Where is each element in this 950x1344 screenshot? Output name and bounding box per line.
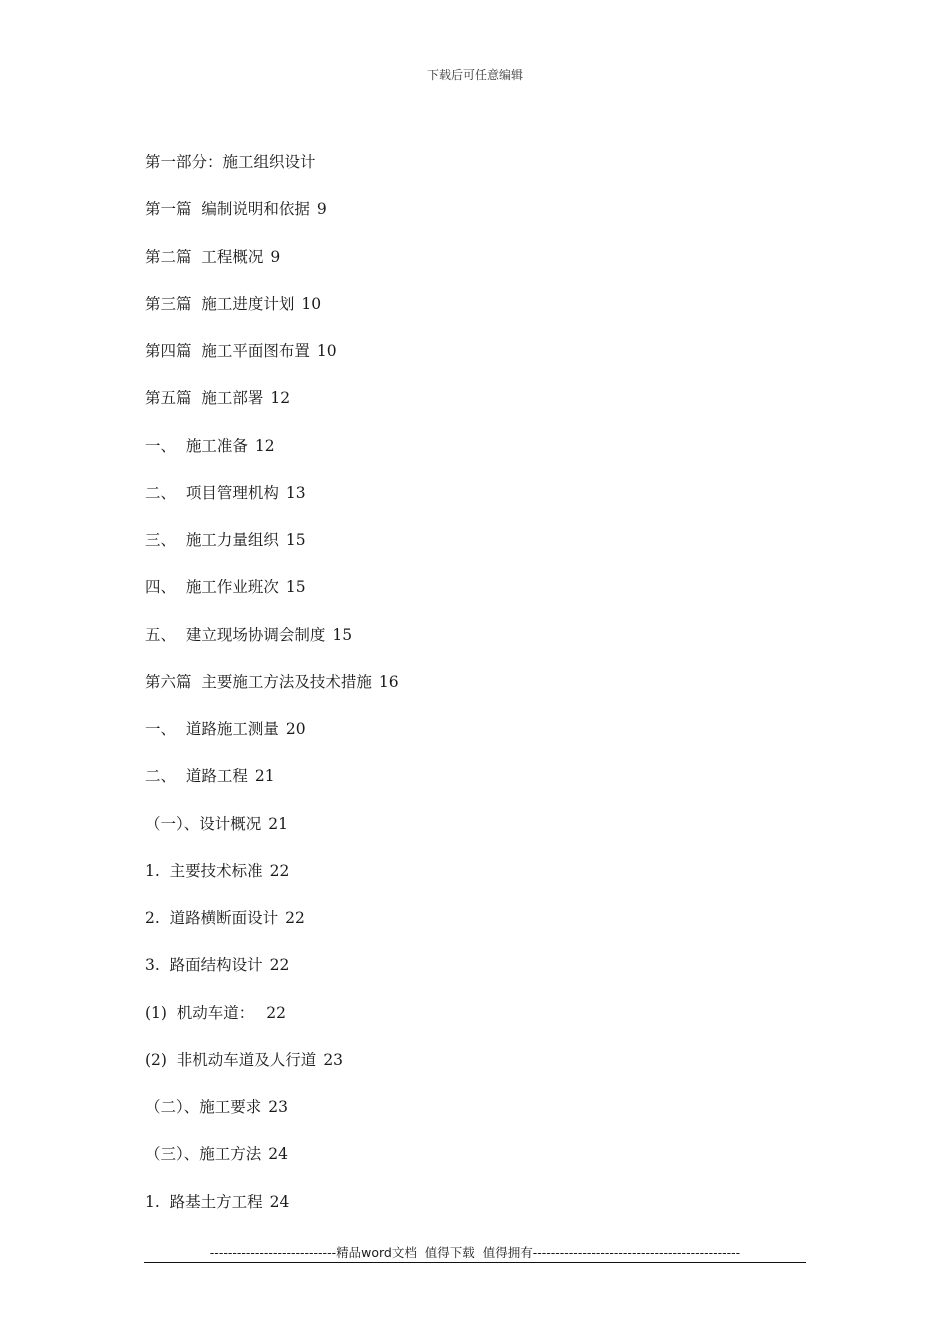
toc-entry-title: 1. 主要技术标准 (145, 861, 263, 880)
toc-entry (145, 624, 805, 671)
toc-entry-page: 22 (269, 861, 290, 880)
toc-entry-title: (2) 非机动车道及人行道 (145, 1050, 317, 1069)
toc-entry-title: 2. 道路横断面设计 (145, 909, 279, 927)
toc-entry (145, 1049, 805, 1096)
toc-entry (145, 907, 805, 954)
toc-entry-title: 3. 路面结构设计 (145, 956, 263, 975)
toc-entry-title: 五、 建立现场协调会制度 (145, 625, 326, 644)
toc-entry (145, 435, 805, 482)
toc-entry (145, 1143, 805, 1190)
toc-entry-title: （三）、施工方法 (145, 1145, 262, 1164)
toc-entry (145, 765, 805, 812)
toc-entry (145, 482, 805, 529)
table-of-contents (145, 151, 805, 1238)
toc-entry-title: 第六篇 主要施工方法及技术措施 (145, 672, 372, 691)
toc-entry-page: 22 (261, 1003, 286, 1022)
toc-entry (145, 954, 805, 1001)
toc-entry-page: 15 (285, 531, 306, 549)
page-footer: ----------------------------精品word文档 值得下载 值得拥有---------------------------------------------- (209, 1245, 741, 1260)
toc-entry-page: 13 (285, 483, 306, 502)
toc-entry (145, 340, 805, 387)
toc-entry-page: 16 (378, 672, 399, 691)
toc-entry (145, 246, 805, 293)
toc-entry (145, 860, 805, 907)
toc-entry-page: 12 (254, 436, 275, 455)
toc-entry-title: 一、 道路施工测量 (145, 720, 279, 738)
toc-entry-title: 第四篇 施工平面图布置 (145, 342, 310, 360)
toc-entry-title: 三、 施工力量组织 (145, 531, 279, 549)
toc-entry (145, 387, 805, 434)
toc-entry-page: 23 (268, 1098, 288, 1116)
toc-entry-title: (1) 机动车道： (145, 1003, 255, 1022)
toc-entry-title: 一、 施工准备 (145, 436, 248, 455)
page-header: 下载后可任意编辑 (426, 68, 523, 82)
toc-entry-page: 21 (268, 814, 288, 833)
toc-entry (145, 1002, 805, 1049)
toc-entry-page: 22 (285, 909, 305, 927)
toc-entry-page: 9 (270, 247, 281, 266)
toc-entry-title: 第一篇 编制说明和依据 (145, 200, 310, 219)
toc-entry (145, 293, 805, 340)
toc-entry-page: 21 (254, 767, 275, 786)
toc-entry (145, 576, 805, 623)
toc-entry-page: 24 (269, 1192, 290, 1211)
toc-entry-title: （一）、设计概况 (145, 814, 262, 833)
toc-entry (145, 671, 805, 718)
toc-entry (145, 1096, 805, 1143)
toc-entry-page: 22 (269, 956, 290, 975)
toc-entry-page: 15 (285, 578, 306, 597)
toc-entry (145, 718, 805, 765)
toc-entry-page: 20 (285, 720, 306, 738)
toc-entry-page: 10 (316, 342, 337, 360)
toc-entry (145, 813, 805, 860)
toc-entry-page: 12 (270, 389, 291, 408)
toc-entry-page: 10 (301, 294, 322, 313)
toc-entry (145, 151, 805, 198)
toc-entry (145, 198, 805, 245)
toc-entry-page: 9 (316, 200, 327, 219)
toc-entry-title: 第二篇 工程概况 (145, 247, 264, 266)
toc-entry-page: 23 (323, 1050, 344, 1069)
toc-entry-title: 四、 施工作业班次 (145, 578, 279, 597)
toc-entry-title: 第五篇 施工部署 (145, 389, 264, 408)
toc-entry-title: （二）、施工要求 (145, 1098, 262, 1116)
footer-rule (144, 1262, 806, 1263)
toc-entry-title: 二、 项目管理机构 (145, 483, 279, 502)
toc-entry-page: 15 (332, 625, 353, 644)
toc-entry-title: 1. 路基土方工程 (145, 1192, 263, 1211)
toc-entry-page: 24 (268, 1145, 288, 1164)
toc-entry-title: 第三篇 施工进度计划 (145, 294, 295, 313)
toc-entry-title: 二、 道路工程 (145, 767, 248, 786)
toc-entry (145, 529, 805, 576)
toc-entry-title: 第一部分：施工组织设计 (145, 153, 316, 171)
toc-entry (145, 1191, 805, 1238)
